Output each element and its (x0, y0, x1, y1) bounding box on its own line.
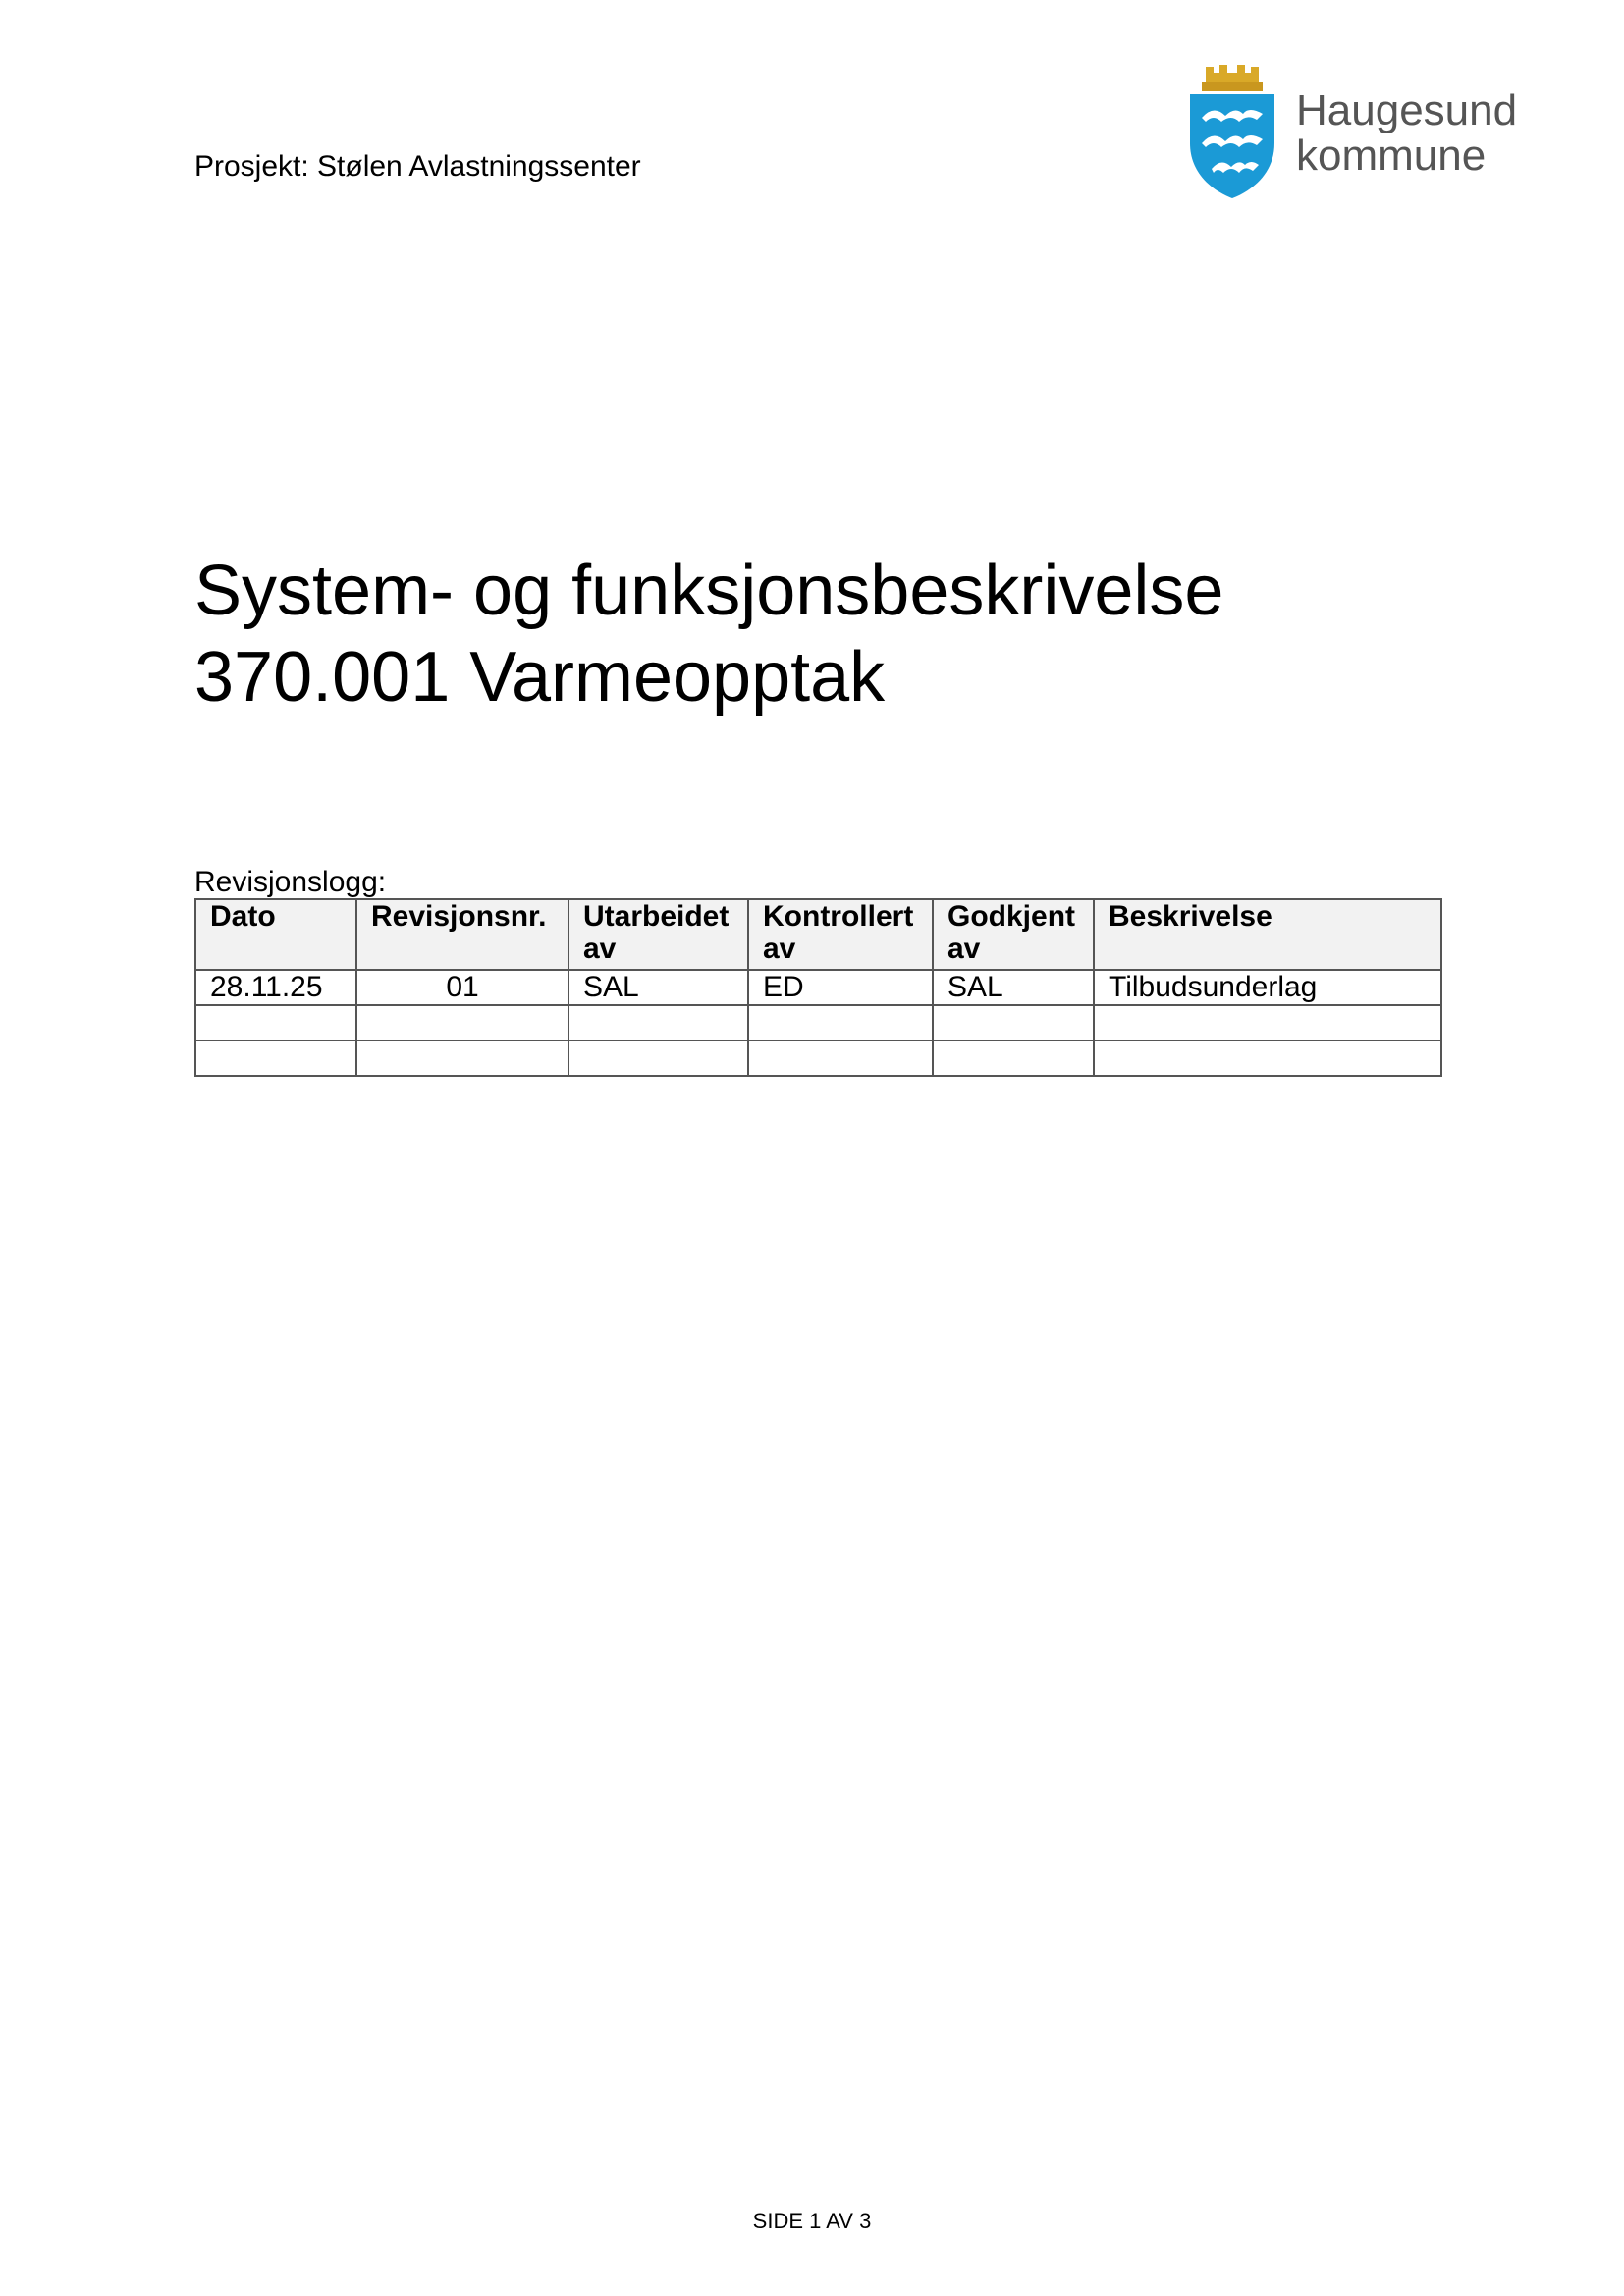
header-dato: Dato (195, 899, 356, 970)
document-title-line-2: 370.001 Varmeopptak (194, 638, 886, 717)
cell-beskrivelse (1094, 1041, 1441, 1076)
cell-utarbeidet-av (568, 1041, 748, 1076)
coat-of-arms-icon (1188, 63, 1276, 200)
header-godkjent-av: Godkjent av (933, 899, 1094, 970)
document-title (194, 548, 1223, 721)
cell-beskrivelse (1094, 1005, 1441, 1041)
document-title-line-1: System- og funksjonsbeskrivelse (194, 552, 1224, 630)
cell-godkjent-av (933, 1041, 1094, 1076)
cell-utarbeidet-av: SAL (568, 970, 748, 1005)
cell-beskrivelse: Tilbudsunderlag (1094, 970, 1441, 1005)
cell-dato (195, 1005, 356, 1041)
project-name: Prosjekt: Stølen Avlastningssenter (194, 150, 641, 183)
logo-line-1: Haugesund (1296, 86, 1518, 134)
cell-kontrollert-av (748, 1041, 933, 1076)
cell-godkjent-av: SAL (933, 970, 1094, 1005)
cell-utarbeidet-av (568, 1005, 748, 1041)
logo-text (1296, 88, 1517, 179)
header-beskrivelse: Beskrivelse (1094, 899, 1441, 970)
revision-log-label: Revisjonslogg: (194, 866, 387, 898)
logo-line-2: kommune (1296, 132, 1487, 180)
table-row (195, 1005, 1441, 1041)
table-row (195, 970, 1441, 1005)
header-kontrollert-av: Kontrollert av (748, 899, 933, 970)
table-header-row (195, 899, 1441, 970)
page-number: SIDE 1 AV 3 (752, 2209, 872, 2233)
cell-dato (195, 1041, 356, 1076)
cell-godkjent-av (933, 1005, 1094, 1041)
cell-revisjonsnr: 01 (356, 970, 568, 1005)
cell-kontrollert-av: ED (748, 970, 933, 1005)
cell-kontrollert-av (748, 1005, 933, 1041)
cell-dato: 28.11.25 (195, 970, 356, 1005)
revision-log-table (194, 898, 1442, 1077)
header-revisjonsnr: Revisjonsnr. (356, 899, 568, 970)
cell-revisjonsnr (356, 1005, 568, 1041)
header-utarbeidet-av: Utarbeidet av (568, 899, 748, 970)
table-row (195, 1041, 1441, 1076)
municipality-logo (1188, 63, 1532, 200)
cell-revisjonsnr (356, 1041, 568, 1076)
